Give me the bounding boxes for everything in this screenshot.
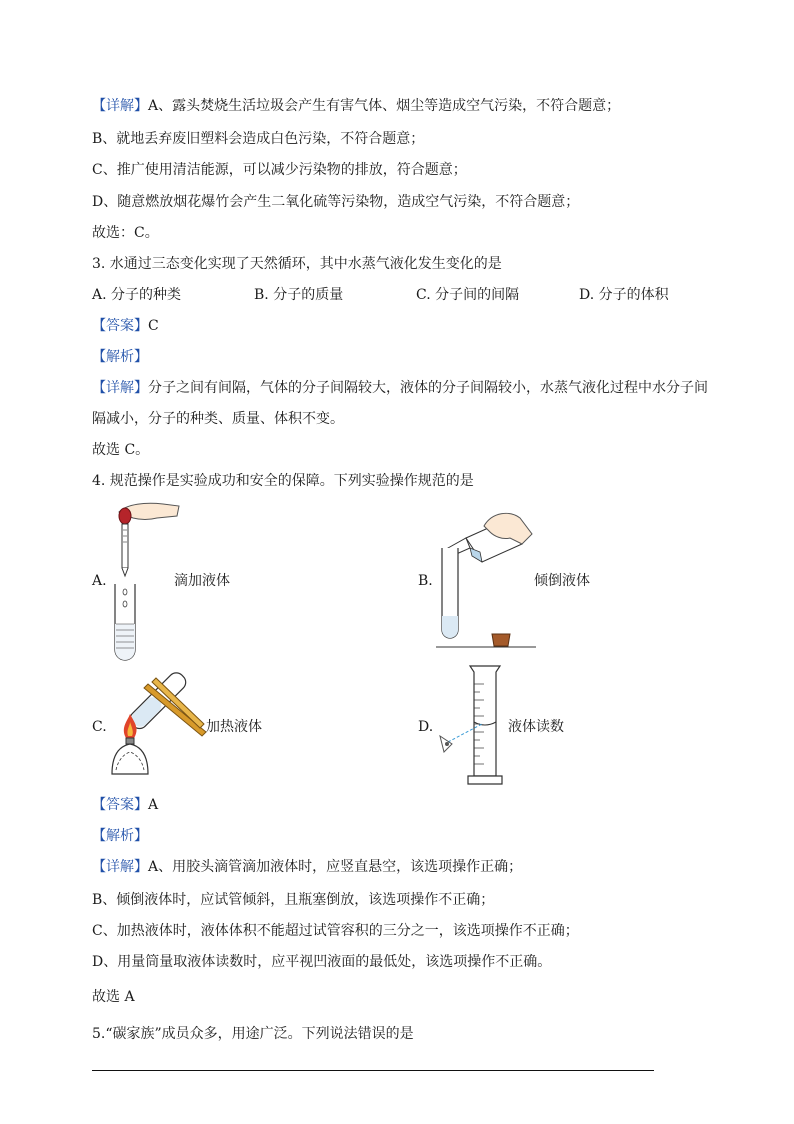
q3-option-d: D. 分子的体积 xyxy=(579,287,669,303)
answer-label: 【答案】 xyxy=(92,318,148,334)
q4-analysis-label: 【解析】 xyxy=(92,828,148,844)
q4-option-c-caption: 加热液体 xyxy=(206,719,262,735)
detail-label: 【详解】 xyxy=(92,859,148,875)
q4-option-b-caption: 倾倒液体 xyxy=(534,573,590,589)
q4-detail-text-a: A、用胶头滴管滴加液体时，应竖直悬空，该选项操作正确； xyxy=(148,859,523,875)
q4-option-d-letter: D. xyxy=(418,719,434,735)
q3-stem: 3. 水通过三态变化实现了天然循环，其中水蒸气液化发生变化的是 xyxy=(92,256,502,272)
heating-illustration xyxy=(108,672,208,782)
q4-answer-value: A xyxy=(148,797,159,813)
q4-detail-line-a xyxy=(92,858,522,876)
q4-detail-line-b: B、倾倒液体时，应试管倾斜，且瓶塞倒放，该选项操作不正确； xyxy=(92,892,495,908)
answer-label: 【答案】 xyxy=(92,797,148,813)
q3-detail-line-2: 隔减小，分子的种类、质量、体积不变。 xyxy=(92,411,344,427)
q4-option-a-letter: A. xyxy=(92,573,107,589)
detail-label: 【详解】 xyxy=(92,380,148,396)
pouring-illustration xyxy=(436,508,536,650)
q3-option-c: C. 分子间的间隔 xyxy=(416,287,520,303)
q4-detail-line-d: D、用量筒量取液体读数时，应平视凹液面的最低处，该选项操作不正确。 xyxy=(92,954,552,970)
q4-detail-line-c: C、加热液体时，液体体积不能超过试管容积的三分之一，该选项操作不正确； xyxy=(92,923,579,939)
q4-conclusion: 故选 A xyxy=(92,989,135,1005)
q4-option-a-caption: 滴加液体 xyxy=(174,573,230,589)
q4-option-c-letter: C. xyxy=(92,719,107,735)
footer-divider xyxy=(92,1070,654,1071)
q5-stem: 5.“碳家族”成员众多，用途广泛。下列说法错误的是 xyxy=(92,1026,414,1042)
q3-conclusion: 故选 C。 xyxy=(92,442,150,458)
detail-label: 【详解】 xyxy=(92,98,148,114)
q4-option-b-letter: B. xyxy=(418,573,433,589)
cylinder-reading-illustration xyxy=(436,664,516,788)
q4-stem: 4. 规范操作是实验成功和安全的保障。下列实验操作规范的是 xyxy=(92,473,474,489)
q2-detail-line-c: C、推广使用清洁能源，可以减少污染物的排放，符合题意； xyxy=(92,162,467,178)
q3-answer-value: C xyxy=(148,318,159,334)
q4-option-d-caption: 液体读数 xyxy=(508,719,564,735)
q3-option-a: A. 分子的种类 xyxy=(92,287,182,303)
q2-conclusion: 故选：C。 xyxy=(92,225,159,241)
dropper-illustration xyxy=(105,500,185,662)
q2-detail-text-a: A、露头焚烧生活垃圾会产生有害气体、烟尘等造成空气污染，不符合题意； xyxy=(148,98,621,114)
q2-detail-line-b: B、就地丢弃废旧塑料会造成白色污染，不符合题意； xyxy=(92,131,425,147)
q2-detail-line-a xyxy=(92,97,620,115)
q3-option-b: B. 分子的质量 xyxy=(254,287,344,303)
q3-answer xyxy=(92,317,159,335)
q3-analysis-label: 【解析】 xyxy=(92,349,148,365)
q3-detail-text: 分子之间有间隔，气体的分子间隔较大，液体的分子间隔较小，水蒸气液化过程中水分子间 xyxy=(148,380,708,396)
q3-detail-line-1 xyxy=(92,379,708,397)
q4-answer xyxy=(92,796,158,814)
q2-detail-line-d: D、随意燃放烟花爆竹会产生二氧化硫等污染物，造成空气污染，不符合题意； xyxy=(92,194,580,210)
